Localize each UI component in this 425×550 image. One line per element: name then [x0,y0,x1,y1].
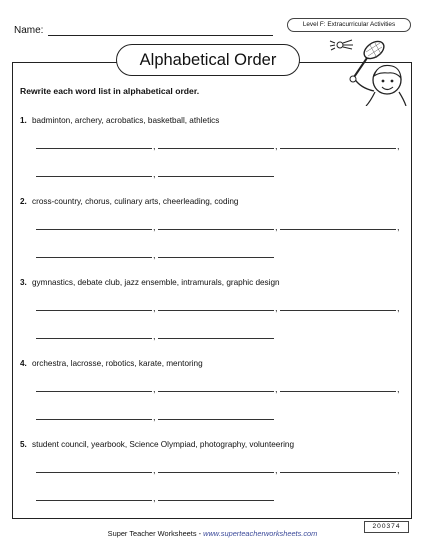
answer-blank[interactable] [158,500,274,501]
comma-separator: , [275,222,278,232]
answer-blank[interactable] [36,257,152,258]
answer-blank[interactable] [280,310,396,311]
answer-blank[interactable] [158,391,274,392]
instructions: Rewrite each word list in alphabetical order. [20,86,200,96]
answer-blank[interactable] [36,148,152,149]
comma-separator: , [397,222,400,232]
answer-blank[interactable] [36,472,152,473]
answer-blank[interactable] [158,419,274,420]
comma-separator: , [397,141,400,151]
question-5 [20,440,294,449]
answer-blank[interactable] [36,391,152,392]
boy-with-badminton-racket-icon [300,36,412,106]
comma-separator: , [397,465,400,475]
worksheet-frame [12,62,412,519]
question-number: 4. [20,359,27,368]
question-text: orchestra, lacrosse, robotics, karate, mentoring [32,359,203,368]
comma-separator: , [153,465,156,475]
question-text: badminton, archery, acrobatics, basketball, athletics [32,116,220,125]
question-text: student council, yearbook, Science Olympiad, photography, volunteering [32,440,295,449]
comma-separator: , [153,250,156,260]
question-text: cross-country, chorus, culinary arts, cheerleading, coding [32,197,239,206]
footer-site-link[interactable]: www.superteacherworksheets.com [203,529,318,538]
level-badge: Level F: Extracurricular Activities [287,18,411,32]
question-number: 2. [20,197,27,206]
answer-blank[interactable] [36,500,152,501]
comma-separator: , [153,331,156,341]
question-number: 1. [20,116,27,125]
answer-blank[interactable] [158,148,274,149]
question-text: gymnastics, debate club, jazz ensemble, intramurals, graphic design [32,278,280,287]
comma-separator: , [153,222,156,232]
answer-blank[interactable] [36,310,152,311]
answer-blank[interactable] [158,176,274,177]
answer-blank[interactable] [280,148,396,149]
comma-separator: , [397,384,400,394]
answer-blank[interactable] [36,419,152,420]
answer-blank[interactable] [280,229,396,230]
page-title: Alphabetical Order [116,44,300,76]
question-number: 3. [20,278,27,287]
question-3 [20,278,280,287]
comma-separator: , [153,412,156,422]
answer-blank[interactable] [158,472,274,473]
answer-blank[interactable] [158,229,274,230]
question-number: 5. [20,440,27,449]
comma-separator: , [275,465,278,475]
answer-blank[interactable] [36,176,152,177]
comma-separator: , [275,384,278,394]
worksheet-code: 200374 [364,521,409,533]
answer-blank[interactable] [36,338,152,339]
comma-separator: , [153,384,156,394]
answer-blank[interactable] [280,391,396,392]
question-2 [20,197,238,206]
question-1 [20,116,219,125]
answer-blank[interactable] [158,338,274,339]
footer-brand: Super Teacher Worksheets - [107,529,204,538]
answer-blank[interactable] [36,229,152,230]
comma-separator: , [153,169,156,179]
answer-blank[interactable] [158,310,274,311]
answer-blank[interactable] [280,472,396,473]
comma-separator: , [275,303,278,313]
comma-separator: , [153,141,156,151]
comma-separator: , [153,493,156,503]
name-field[interactable] [48,35,273,36]
answer-blank[interactable] [158,257,274,258]
name-label: Name: [14,25,44,36]
footer [0,529,425,538]
comma-separator: , [397,303,400,313]
question-4 [20,359,203,368]
comma-separator: , [153,303,156,313]
comma-separator: , [275,141,278,151]
